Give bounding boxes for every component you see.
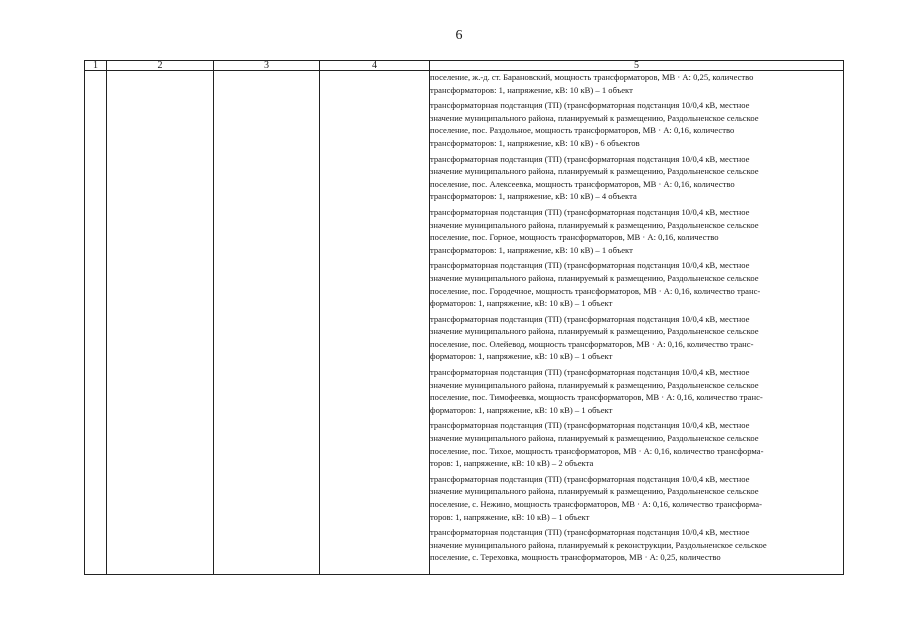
column-header-4: 4 [320,61,430,71]
list-item [430,71,843,96]
entry-line: трансформаторная подстанция (ТП) (трансформаторная подстанция 10/0,4 кВ, местное [430,367,750,378]
entry-line: поселение, пос. Алексеевка, мощность трансформаторов, МВ · А: 0,16, количество [430,178,735,189]
cell-col-1 [85,71,107,575]
entry-line: трансформаторов: 1, напряжение, кВ: 10 кВ) – 1 объект [430,84,633,95]
entry-line: трансформаторов: 1, напряжение, кВ: 10 кВ) – 4 объекта [430,191,637,202]
entry-line: значение муниципального района, планируемый к размещению, Раздольненское сельское [430,379,759,390]
list-item [430,473,843,523]
entry-line: трансформаторная подстанция (ТП) (трансформаторная подстанция 10/0,4 кВ, местное [430,420,750,431]
entry-line: поселение, пос. Горное, мощность трансформаторов, МВ · А: 0,16, количество [430,232,719,243]
table-header-row [85,61,844,71]
entry-line: торов: 1, напряжение, кВ: 10 кВ) – 1 объект [430,511,590,522]
column-header-3: 3 [214,61,320,71]
list-item [430,259,843,309]
page-number: 6 [455,28,463,43]
entry-line: поселение, пос. Раздольное, мощность трансформаторов, МВ · А: 0,16, количество [430,125,735,136]
entry-line: поселение, пос. Тимофеевка, мощность трансформаторов, МВ · А: 0,16, количество транс- [430,392,763,403]
cell-col-2 [107,71,214,575]
entry-line: торов: 1, напряжение, кВ: 10 кВ) – 2 объекта [430,458,594,469]
entry-line: значение муниципального района, планируемый к размещению, Раздольненское сельское [430,219,759,230]
entry-line: значение муниципального района, планируемый к реконструкции, Раздольненское сельское [430,539,767,550]
cell-col-5 [430,71,844,575]
entry-line: трансформаторная подстанция (ТП) (трансформаторная подстанция 10/0,4 кВ, местное [430,313,750,324]
entry-line: значение муниципального района, планируемый к размещению, Раздольненское сельское [430,326,759,337]
entry-line: трансформаторная подстанция (ТП) (трансформаторная подстанция 10/0,4 кВ, местное [430,206,750,217]
entry-line: значение муниципального района, планируемый к размещению, Раздольненское сельское [430,433,759,444]
entry-line: значение муниципального района, планируемый к размещению, Раздольненское сельское [430,112,759,123]
entry-list [430,71,843,564]
entry-line: трансформаторная подстанция (ТП) (трансформаторная подстанция 10/0,4 кВ, местное [430,473,750,484]
list-item [430,99,843,149]
entry-line: поселение, пос. Городечное, мощность трансформаторов, МВ · А: 0,16, количество транс- [430,285,761,296]
list-item [430,419,843,469]
entry-line: поселение, пос. Тихое, мощность трансформаторов, МВ · А: 0,16, количество трансформа- [430,445,764,456]
list-item [430,206,843,256]
cell-col-4 [320,71,430,575]
entry-line: трансформаторная подстанция (ТП) (трансформаторная подстанция 10/0,4 кВ, местное [430,527,750,538]
table-row [85,71,844,575]
list-item [430,366,843,416]
entry-line: форматоров: 1, напряжение, кВ: 10 кВ) – 1 объект [430,404,613,415]
list-item [430,153,843,203]
entry-line: трансформаторная подстанция (ТП) (трансформаторная подстанция 10/0,4 кВ, местное [430,100,750,111]
entry-line: форматоров: 1, напряжение, кВ: 10 кВ) – 1 объект [430,351,613,362]
entry-line: поселение, пос. Олейевод, мощность трансформаторов, МВ · А: 0,16, количество транс- [430,338,754,349]
document-table [84,60,844,575]
entry-line: трансформаторная подстанция (ТП) (трансформаторная подстанция 10/0,4 кВ, местное [430,153,750,164]
entry-line: трансформаторная подстанция (ТП) (трансформаторная подстанция 10/0,4 кВ, местное [430,260,750,271]
entry-line: трансформаторов: 1, напряжение, кВ: 10 кВ) - 6 объектов [430,137,640,148]
entry-line: поселение, ж.-д. ст. Барановский, мощность трансформаторов, МВ · А: 0,25, количество [430,72,754,82]
column-header-2: 2 [107,61,214,71]
list-item [430,526,843,564]
column-header-5: 5 [430,61,844,71]
list-item [430,313,843,363]
entry-line: значение муниципального района, планируемый к размещению, Раздольненское сельское [430,272,759,283]
column-header-1: 1 [85,61,107,71]
entry-line: поселение, с. Тереховка, мощность трансформаторов, МВ · А: 0,25, количество [430,552,721,563]
entry-line: поселение, с. Нежино, мощность трансформаторов, МВ · А: 0,16, количество трансформа- [430,499,762,509]
cell-col-3 [214,71,320,575]
entry-line: трансформаторов: 1, напряжение, кВ: 10 кВ) – 1 объект [430,244,633,255]
entry-line: значение муниципального района, планируемый к размещению, Раздольненское сельское [430,486,759,497]
entry-line: форматоров: 1, напряжение, кВ: 10 кВ) – 1 объект [430,298,613,309]
entry-line: значение муниципального района, планируемый к размещению, Раздольненское сельское [430,166,759,177]
